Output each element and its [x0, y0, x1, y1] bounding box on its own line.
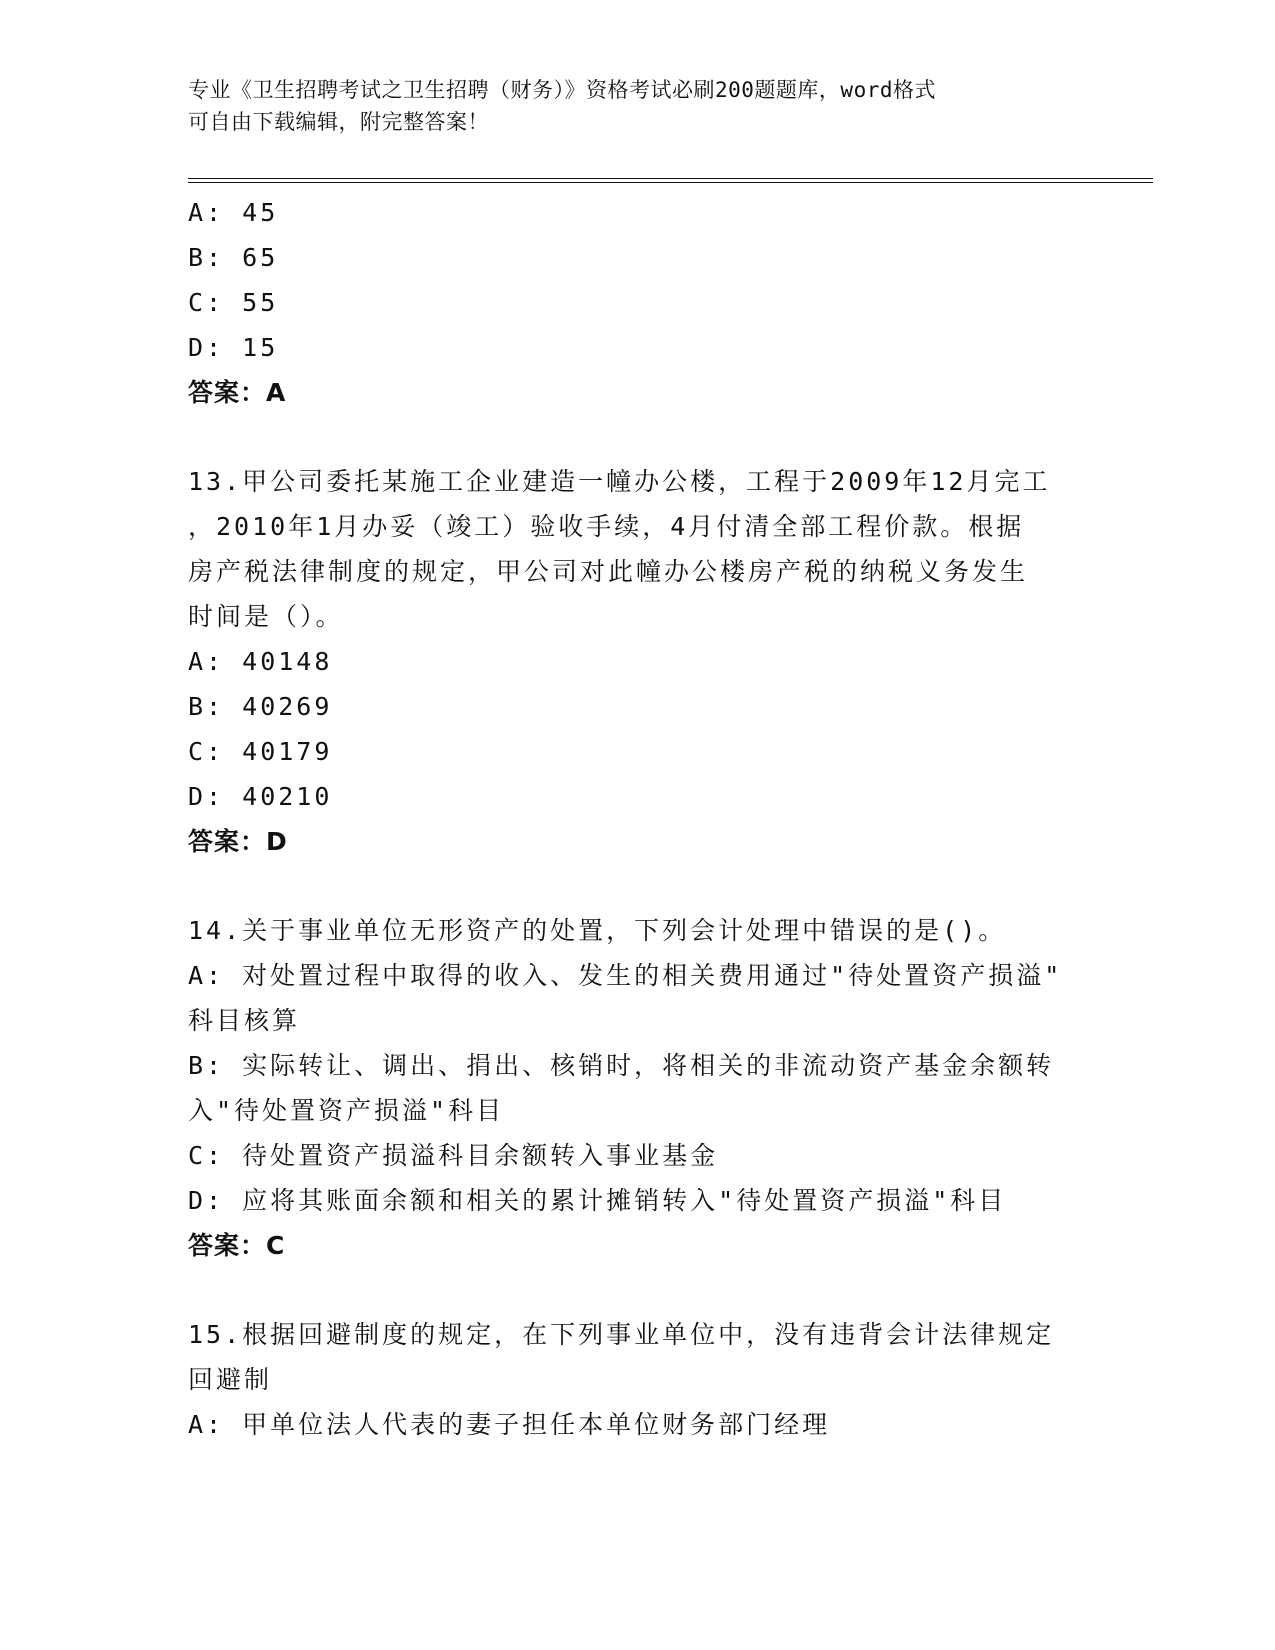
question-15	[188, 1312, 1088, 1447]
option-a-line-2: 科目核算	[188, 1006, 301, 1035]
option-b: B: 65	[188, 243, 279, 272]
question-stem-line: 回避制	[188, 1365, 273, 1394]
option-b-line-1: B: 实际转让、调出、捐出、核销时，将相关的非流动资产基金余额转	[188, 1051, 1055, 1080]
answer-line: 答案：A	[188, 378, 287, 407]
question-stem-line: 13.甲公司委托某施工企业建造一幢办公楼，工程于2009年12月完工	[188, 467, 1051, 496]
spacer	[188, 864, 1088, 908]
question-14	[188, 908, 1088, 1268]
option-b-line-2: 入"待处置资产损溢"科目	[188, 1096, 505, 1125]
option-a-line-1: A: 对处置过程中取得的收入、发生的相关费用通过"待处置资产损溢"	[188, 961, 1063, 990]
option-d: D: 15	[188, 333, 279, 362]
document-header	[188, 74, 1068, 138]
header-divider-top	[188, 178, 1153, 179]
option-a: A: 甲单位法人代表的妻子担任本单位财务部门经理	[188, 1410, 831, 1439]
option-d: D: 应将其账面余额和相关的累计摊销转入"待处置资产损溢"科目	[188, 1186, 1007, 1215]
answer-line: 答案：D	[188, 827, 288, 856]
question-stem-line: 房产税法律制度的规定，甲公司对此幢办公楼房产税的纳税义务发生	[188, 557, 1029, 586]
option-a: A: 40148	[188, 647, 333, 676]
header-line-1: 专业《卫生招聘考试之卫生招聘（财务）》资格考试必刷200题题库，word格式	[188, 78, 936, 102]
option-c: C: 40179	[188, 737, 333, 766]
question-12	[188, 190, 1088, 415]
option-c: C: 待处置资产损溢科目余额转入事业基金	[188, 1141, 719, 1170]
question-13	[188, 459, 1088, 864]
spacer	[188, 415, 1088, 459]
question-stem-line: 15.根据回避制度的规定，在下列事业单位中，没有违背会计法律规定	[188, 1320, 1055, 1349]
question-stem-line: 时间是（）。	[188, 602, 344, 631]
option-a: A: 45	[188, 198, 279, 227]
question-content	[188, 190, 1088, 1447]
question-stem-line: ，2010年1月办妥（竣工）验收手续，4月付清全部工程价款。根据	[188, 512, 1025, 541]
option-b: B: 40269	[188, 692, 333, 721]
option-c: C: 55	[188, 288, 279, 317]
answer-line: 答案：C	[188, 1231, 286, 1260]
spacer	[188, 1268, 1088, 1312]
header-line-2: 可自由下载编辑，附完整答案！	[188, 110, 489, 134]
header-divider-bottom	[188, 182, 1153, 183]
option-d: D: 40210	[188, 782, 333, 811]
question-stem-line: 14.关于事业单位无形资产的处置，下列会计处理中错误的是()。	[188, 916, 1007, 945]
